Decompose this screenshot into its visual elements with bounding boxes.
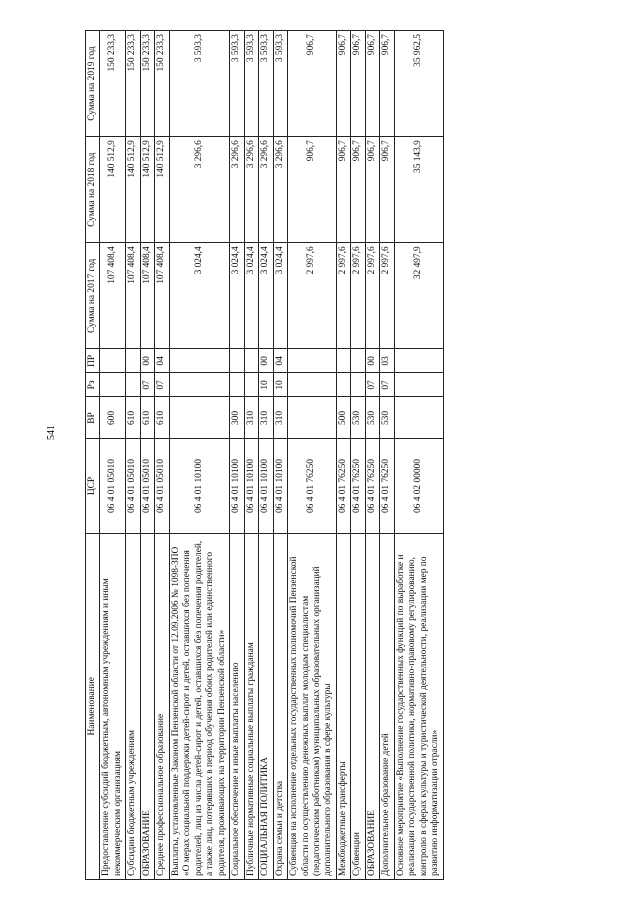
table-body <box>100 31 443 880</box>
cell-sum-2018: 906,7 <box>365 137 379 243</box>
header-vr: ВР <box>86 397 100 439</box>
table-row <box>169 31 229 880</box>
cell-name: Субвенция на исполнение отдельных государственных полномочий Пензенской области по осуществлению денежных выплат молодым специалистам (педагогическим работникам) муниципальных образовательных организаций дополнительного образования в сфере культуры <box>288 533 337 879</box>
cell-pr <box>169 349 229 373</box>
cell-rz <box>100 373 126 397</box>
cell-csr: 06 4 01 10100 <box>259 439 273 533</box>
cell-csr: 06 4 01 05010 <box>126 439 140 533</box>
table-row <box>155 31 169 880</box>
cell-pr <box>351 349 365 373</box>
table-row <box>273 31 287 880</box>
cell-name: СОЦИАЛЬНАЯ ПОЛИТИКА <box>259 533 273 879</box>
cell-pr: 00 <box>259 349 273 373</box>
header-row <box>86 31 100 880</box>
cell-pr: 03 <box>380 349 394 373</box>
cell-sum-2017: 107 408,4 <box>155 243 169 349</box>
cell-sum-2018: 140 512,9 <box>100 137 126 243</box>
table-row <box>230 31 244 880</box>
cell-csr: 06 4 01 76250 <box>288 439 337 533</box>
header-name: Наименование <box>86 533 100 879</box>
cell-name: Выплаты, установленные Законом Пензенской области от 12.09.2006 № 1098-ЗПО «О мерах социальной поддержки детей-сирот и детей, оставшихся без попечения родителей, лиц из числа детей-сирот и детей, оставшихся без попечения родителей, а также лиц, потерявших в период обучения обоих родителей или единственного родителя, проживающих на территории Пензенской области» <box>169 533 229 879</box>
table-row <box>365 31 379 880</box>
cell-sum-2019: 35 962,5 <box>394 31 443 137</box>
cell-vr: 300 <box>230 397 244 439</box>
cell-sum-2018: 3 296,6 <box>230 137 244 243</box>
cell-rz <box>288 373 337 397</box>
cell-sum-2018: 906,7 <box>336 137 350 243</box>
cell-pr <box>288 349 337 373</box>
cell-sum-2018: 906,7 <box>288 137 337 243</box>
cell-csr: 06 4 01 05010 <box>140 439 154 533</box>
cell-sum-2017: 3 024,4 <box>169 243 229 349</box>
cell-sum-2018: 906,7 <box>351 137 365 243</box>
cell-csr: 06 4 01 05010 <box>155 439 169 533</box>
cell-csr: 06 4 01 05010 <box>100 439 126 533</box>
cell-name: Предоставление субсидий бюджетным, автономным учреждениям и иным некоммерческим организациям <box>100 533 126 879</box>
cell-vr <box>288 397 337 439</box>
cell-sum-2017: 3 024,4 <box>230 243 244 349</box>
header-csr: ЦСР <box>86 439 100 533</box>
cell-sum-2017: 3 024,4 <box>273 243 287 349</box>
table-row <box>351 31 365 880</box>
cell-pr: 04 <box>155 349 169 373</box>
cell-sum-2019: 906,7 <box>288 31 337 137</box>
cell-vr: 530 <box>351 397 365 439</box>
cell-sum-2018: 3 296,6 <box>169 137 229 243</box>
cell-sum-2019: 906,7 <box>380 31 394 137</box>
cell-sum-2018: 140 512,9 <box>126 137 140 243</box>
cell-vr: 610 <box>155 397 169 439</box>
cell-name: ОБРАЗОВАНИЕ <box>365 533 379 879</box>
cell-rz <box>230 373 244 397</box>
cell-sum-2017: 2 997,6 <box>351 243 365 349</box>
cell-rz <box>394 373 443 397</box>
rotated-table-wrapper <box>85 30 555 880</box>
table-row <box>259 31 273 880</box>
cell-sum-2017: 3 024,4 <box>259 243 273 349</box>
cell-sum-2017: 2 997,6 <box>288 243 337 349</box>
cell-csr: 06 4 01 10100 <box>230 439 244 533</box>
cell-sum-2018: 35 143,9 <box>394 137 443 243</box>
cell-sum-2017: 2 997,6 <box>365 243 379 349</box>
table-row <box>380 31 394 880</box>
cell-sum-2017: 107 408,4 <box>126 243 140 349</box>
cell-sum-2017: 2 997,6 <box>380 243 394 349</box>
cell-pr <box>100 349 126 373</box>
cell-vr: 310 <box>259 397 273 439</box>
cell-rz: 10 <box>273 373 287 397</box>
cell-name: Охрана семьи и детства <box>273 533 287 879</box>
cell-pr <box>336 349 350 373</box>
cell-csr: 06 4 01 76250 <box>380 439 394 533</box>
cell-rz: 07 <box>365 373 379 397</box>
header-pr: ПР <box>86 349 100 373</box>
cell-vr: 500 <box>336 397 350 439</box>
table-row <box>100 31 126 880</box>
cell-sum-2019: 906,7 <box>336 31 350 137</box>
cell-name: Основное мероприятие «Выполнение государственных функций по выработке и реализации государственной политики, нормативно-правовому регулированию, контролю в сферах культуры и туристической деятельности, реализации мер по развитию информатизации отрасли» <box>394 533 443 879</box>
budget-table <box>85 30 444 880</box>
cell-sum-2019: 150 233,3 <box>140 31 154 137</box>
cell-sum-2019: 150 233,3 <box>155 31 169 137</box>
cell-sum-2019: 150 233,3 <box>100 31 126 137</box>
cell-rz <box>351 373 365 397</box>
cell-csr: 06 4 01 76250 <box>351 439 365 533</box>
cell-csr: 06 4 01 76250 <box>365 439 379 533</box>
cell-pr <box>244 349 258 373</box>
cell-vr: 610 <box>126 397 140 439</box>
cell-name: Субсидии бюджетным учреждениям <box>126 533 140 879</box>
cell-pr: 00 <box>140 349 154 373</box>
cell-sum-2019: 150 233,3 <box>126 31 140 137</box>
cell-vr: 310 <box>273 397 287 439</box>
header-sum-2018: Сумма на 2018 год <box>86 137 100 243</box>
cell-csr: 06 4 02 00000 <box>394 439 443 533</box>
cell-sum-2018: 906,7 <box>380 137 394 243</box>
cell-sum-2018: 3 296,6 <box>244 137 258 243</box>
cell-sum-2018: 3 296,6 <box>273 137 287 243</box>
cell-sum-2017: 107 408,4 <box>100 243 126 349</box>
table-row <box>394 31 443 880</box>
cell-name: ОБРАЗОВАНИЕ <box>140 533 154 879</box>
cell-sum-2019: 3 593,3 <box>230 31 244 137</box>
cell-sum-2019: 3 593,3 <box>259 31 273 137</box>
cell-csr: 06 4 01 10100 <box>273 439 287 533</box>
cell-name: Публичные нормативные социальные выплаты гражданам <box>244 533 258 879</box>
table-row <box>288 31 337 880</box>
page-number: 541 <box>46 425 57 440</box>
cell-rz <box>244 373 258 397</box>
cell-sum-2017: 32 497,9 <box>394 243 443 349</box>
table-row <box>126 31 140 880</box>
cell-sum-2017: 3 024,4 <box>244 243 258 349</box>
cell-rz: 07 <box>380 373 394 397</box>
cell-vr: 310 <box>244 397 258 439</box>
cell-csr: 06 4 01 10100 <box>169 439 229 533</box>
cell-sum-2019: 3 593,3 <box>169 31 229 137</box>
cell-name: Дополнительное образование детей <box>380 533 394 879</box>
cell-name: Среднее профессиональное образование <box>155 533 169 879</box>
cell-sum-2019: 3 593,3 <box>273 31 287 137</box>
cell-vr: 600 <box>100 397 126 439</box>
header-sum-2017: Сумма на 2017 год <box>86 243 100 349</box>
cell-sum-2017: 2 997,6 <box>336 243 350 349</box>
cell-csr: 06 4 01 76250 <box>336 439 350 533</box>
cell-vr: 530 <box>365 397 379 439</box>
cell-vr <box>169 397 229 439</box>
cell-rz <box>126 373 140 397</box>
table-row <box>244 31 258 880</box>
cell-sum-2017: 107 408,4 <box>140 243 154 349</box>
cell-rz: 10 <box>259 373 273 397</box>
header-sum-2019: Сумма на 2019 год <box>86 31 100 137</box>
cell-name: Межбюджетные трансферты <box>336 533 350 879</box>
cell-name: Социальное обеспечение и иные выплаты населению <box>230 533 244 879</box>
cell-vr: 610 <box>140 397 154 439</box>
cell-sum-2019: 3 593,3 <box>244 31 258 137</box>
cell-sum-2019: 906,7 <box>365 31 379 137</box>
cell-sum-2019: 906,7 <box>351 31 365 137</box>
cell-pr: 04 <box>273 349 287 373</box>
table-row <box>336 31 350 880</box>
cell-sum-2018: 3 296,6 <box>259 137 273 243</box>
cell-vr: 530 <box>380 397 394 439</box>
cell-name: Субвенции <box>351 533 365 879</box>
cell-vr <box>394 397 443 439</box>
cell-pr <box>394 349 443 373</box>
cell-rz <box>336 373 350 397</box>
cell-rz <box>169 373 229 397</box>
cell-rz: 07 <box>155 373 169 397</box>
cell-csr: 06 4 01 10100 <box>244 439 258 533</box>
cell-rz: 07 <box>140 373 154 397</box>
cell-pr: 00 <box>365 349 379 373</box>
header-rz: Рз <box>86 373 100 397</box>
cell-pr <box>126 349 140 373</box>
table-row <box>140 31 154 880</box>
cell-pr <box>230 349 244 373</box>
cell-sum-2018: 140 512,9 <box>140 137 154 243</box>
cell-sum-2018: 140 512,9 <box>155 137 169 243</box>
